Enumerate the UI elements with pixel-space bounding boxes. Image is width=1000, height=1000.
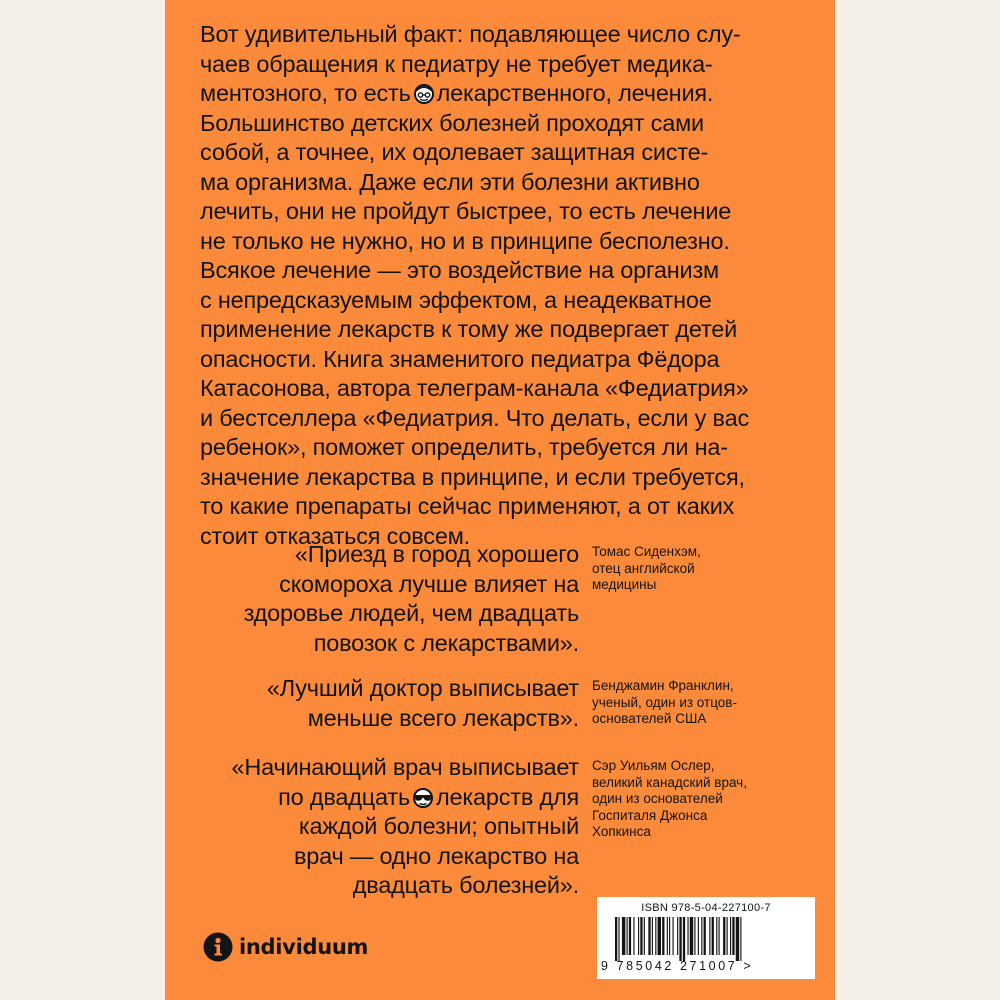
barcode-bar [723, 917, 725, 955]
quote-line-part: лекарств для [436, 783, 579, 810]
barcode-bar [727, 917, 728, 955]
blurb-line: не только не нужно, но и в принципе бесполезно. [200, 227, 730, 254]
barcode-bar [615, 917, 617, 961]
quote-line: скомороха лучше влияет на [279, 570, 579, 597]
barcode-bar [679, 917, 681, 961]
blurb-line: Вот удивительный факт: подавляющее число слу- [200, 21, 741, 47]
info-i-logo-icon [203, 932, 233, 962]
attribution-line: ученый, один из отцов- [592, 694, 737, 710]
barcode-bar [683, 917, 685, 961]
attribution-line: один из основателей [592, 791, 723, 806]
quote-attribution-sydenham [592, 544, 792, 594]
barcode-bar [622, 917, 625, 955]
publisher-logo [203, 932, 368, 962]
blurb-line: значение лекарства в принципе, и если требуется, [200, 463, 745, 490]
barcode-bar [730, 917, 731, 955]
barcode-bar [709, 917, 710, 955]
attribution-line: отец английской [592, 560, 695, 576]
quote-line-part: по двадцать [278, 783, 410, 810]
barcode-bar [640, 917, 642, 955]
attribution-line: Бенджамин Франклин, [592, 678, 734, 693]
barcode-bar [644, 917, 645, 955]
blurb-line: с непредсказуемым эффектом, а неадекватное [200, 286, 712, 313]
blurb-line: и бестселлера «Федиатрия. Что делать, если у вас [200, 404, 749, 431]
quote-attribution-franklin [592, 678, 792, 728]
attribution-line: Сэр Уильям Ослер, [592, 758, 715, 773]
quote-osler [185, 753, 579, 901]
attribution-line: Томас Сиденхэм, [592, 544, 701, 559]
quote-attribution-osler [592, 758, 792, 841]
quote-line: повозок с лекарствами». [313, 629, 579, 656]
quote-line: «Начинающий врач выписывает [231, 754, 579, 780]
barcode-bar [633, 917, 634, 955]
barcode-bar [694, 917, 695, 955]
blurb-line: ребенок», поможет определить, требуется ли на- [200, 434, 728, 460]
quote-line: врач — одно лекарство на [293, 842, 579, 869]
barcode-bar [629, 917, 631, 955]
blurb-line [200, 79, 810, 109]
barcode-bar [701, 917, 702, 955]
blurb-line: чаев обращения к педиатру не требует медика- [200, 50, 713, 77]
barcode-bar [716, 917, 717, 955]
barcode-bar [704, 917, 706, 955]
barcode-bar [690, 917, 693, 955]
quote-franklin [205, 674, 579, 733]
publisher-name: individuum [239, 935, 369, 959]
barcode-bar [652, 917, 653, 955]
barcode-bar [662, 917, 664, 955]
blurb-line: собой, а точнее, их одолевает защитная систе- [200, 139, 709, 165]
barcode-bar [736, 917, 739, 961]
quote-line: здоровье людей, чем двадцать [243, 600, 579, 626]
attribution-line: Хопкинса [592, 824, 651, 839]
blurb-line: лечить, они не пройдут быстрее, то есть лечение [200, 198, 732, 224]
barcode-bars [605, 917, 807, 961]
barcode-bar [638, 917, 639, 955]
blurb-line: Катасонова, автора телеграм-канала «Федиатрия» [200, 375, 749, 401]
barcode-bar [677, 917, 678, 955]
quote-line: «Лучший доктор выписывает [266, 675, 579, 701]
blurb-line-part: лекарственного, лечения. [436, 80, 714, 106]
blurb-text [200, 20, 810, 551]
barcode-bar [719, 917, 720, 955]
attribution-line: основателей США [592, 711, 707, 726]
barcode-bar [712, 917, 714, 955]
attribution-line: медицины [592, 577, 657, 592]
barcode-bar [655, 917, 656, 955]
barcode-bar [740, 917, 741, 961]
quote-sydenham [225, 540, 579, 658]
blurb-line: опасности. Книга знаменитого педиатра Фёдора [200, 345, 720, 372]
barcode-bar [648, 917, 650, 955]
doctor-face-icon [413, 84, 435, 104]
quote-line: двадцать болезней». [352, 872, 579, 898]
barcode-bar [658, 917, 661, 955]
book-back-cover [165, 0, 835, 1000]
attribution-line: Госпиталя Джонса [592, 807, 708, 823]
barcode-bar [627, 917, 628, 955]
barcode-bar [669, 917, 670, 955]
blurb-line: то какие препараты сейчас применяют, а от каких [200, 493, 735, 519]
quote-line [185, 783, 579, 813]
sunglasses-face-icon [412, 788, 434, 808]
quote-line: меньше всего лекарств». [307, 704, 579, 731]
barcode-bar [667, 917, 668, 955]
quote-line: каждой болезни; опытный [298, 813, 579, 839]
blurb-line: стоит отказаться совсем. [200, 522, 471, 549]
barcode-bar [698, 917, 699, 955]
barcode-bar [673, 917, 674, 955]
isbn-barcode [597, 897, 815, 979]
barcode-bar [618, 917, 619, 961]
barcode-bar [732, 917, 734, 955]
blurb-line: ма организма. Даже если эти болезни активно [200, 168, 700, 195]
blurb-line-part: ментозного, то есть [200, 80, 411, 106]
blurb-line: Всякое лечение — это воздействие на организм [200, 257, 719, 283]
attribution-line: великий канадский врач, [592, 774, 747, 790]
barcode-bar [687, 917, 688, 955]
blurb-line: применение лекарств к тому же подвергает детей [200, 316, 738, 342]
quote-line: «Приезд в город хорошего [294, 541, 579, 567]
isbn-label: ISBN 978-5-04-227100-7 [641, 902, 771, 914]
barcode-digits: 9 785042 271007 > [601, 959, 754, 973]
blurb-line: Большинство детских болезней проходят сами [200, 109, 704, 136]
